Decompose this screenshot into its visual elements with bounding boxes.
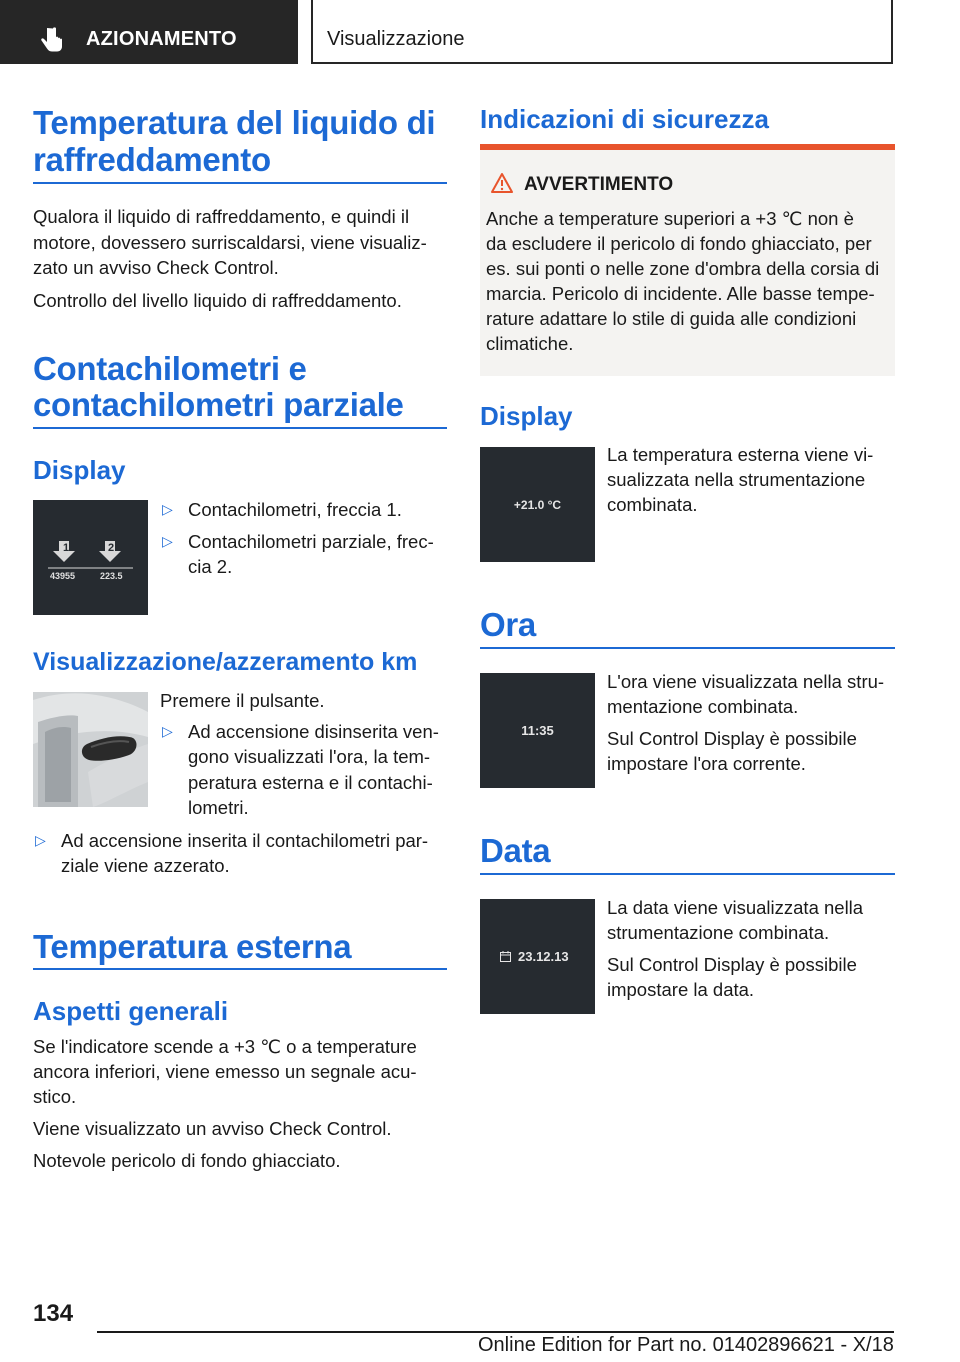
time-value: 11:35: [521, 723, 554, 738]
odometer-title-line1: Contachilometri e: [33, 350, 307, 387]
coolant-paragraph-line: motore, dovessero surriscaldarsi, viene visualiz-: [33, 232, 427, 253]
date-value: 23.12.13: [518, 949, 569, 964]
hand-pointer-icon: [38, 26, 66, 54]
title-rule: [480, 647, 895, 649]
coolant-check-paragraph: Controllo del livello liquido di raffreddamento.: [33, 290, 402, 311]
general-paragraph: Notevole pericolo di fondo ghiacciato.: [33, 1150, 341, 1171]
arrow-label-1: 1: [63, 542, 70, 554]
odometer-title-line2: contachilometri parziale: [33, 386, 404, 423]
odometer-item: Contachilometri, freccia 1.: [188, 499, 402, 520]
temperature-text-line: La temperatura esterna viene vi-: [607, 444, 874, 465]
title-rule: [33, 182, 447, 184]
reset-item-line: Ad accensione disinserita ven-: [188, 721, 439, 742]
bullet-triangle-icon: ▷: [35, 832, 46, 848]
temperature-value: +21.0 °C: [513, 498, 562, 512]
warning-box: [480, 144, 895, 376]
date-text-line: Sul Control Display è possibile: [607, 954, 857, 975]
reset-heading: Visualizzazione/azzeramento km: [33, 648, 418, 676]
reset-button-image: [33, 692, 148, 807]
warning-triangle-icon: [490, 172, 514, 194]
warning-title: AVVERTIMENTO: [524, 174, 674, 195]
reset-item-line: Ad accensione inserita il contachilometri par-: [61, 830, 429, 851]
general-paragraph-line: ancora inferiori, viene emesso un segnale acu-: [33, 1061, 417, 1082]
time-title: Ora: [480, 606, 536, 643]
chapter-label: Visualizzazione: [327, 28, 465, 50]
time-text-line: Sul Control Display è possibile: [607, 728, 857, 749]
time-text-line: L'ora viene visualizzata nella stru-: [607, 671, 885, 692]
section-tab: [0, 0, 298, 64]
edition-text: Online Edition for Part no. 01402896621 - X/18: [478, 1334, 894, 1356]
title-rule: [480, 873, 895, 875]
date-display-image: [480, 899, 595, 1014]
reset-item-line: lometri.: [188, 797, 249, 818]
page-number: 134: [33, 1300, 74, 1327]
odometer-display-image: [33, 500, 148, 615]
date-title: Data: [480, 832, 551, 869]
reset-item-line: peratura esterna e il contachi-: [188, 772, 433, 793]
bullet-triangle-icon: ▷: [162, 533, 173, 549]
press-button-text: Premere il pulsante.: [160, 690, 325, 711]
arrow-label-2: 2: [108, 542, 115, 554]
time-text-line: mentazione combinata.: [607, 696, 799, 717]
section-label: AZIONAMENTO: [86, 28, 237, 50]
safety-heading: Indicazioni di sicurezza: [480, 104, 769, 134]
temperature-display-image: [480, 447, 595, 562]
chapter-box: [311, 0, 893, 64]
title-rule: [33, 968, 447, 970]
general-paragraph-line: stico.: [33, 1086, 77, 1107]
warning-line: marcia. Pericolo di incidente. Alle basse tempe-: [486, 283, 875, 304]
general-paragraph-line: Se l'indicatore scende a +3 ℃ o a temperature: [33, 1036, 417, 1057]
coolant-title-line1: Temperatura del liquido di: [33, 104, 436, 141]
reset-item-line: ziale viene azzerato.: [61, 855, 230, 876]
reset-button-icon: [33, 692, 148, 807]
temperature-text-line: combinata.: [607, 494, 698, 515]
date-text-line: strumentazione combinata.: [607, 922, 830, 943]
bullet-triangle-icon: ▷: [162, 501, 173, 517]
date-text-line: La data viene visualizzata nella: [607, 897, 864, 918]
reset-item-line: gono visualizzati l'ora, la tem-: [188, 746, 431, 767]
display-heading: Display: [33, 455, 126, 485]
temperature-text-line: sualizzata nella strumentazione: [607, 469, 866, 490]
time-text-line: impostare l'ora corrente.: [607, 753, 806, 774]
general-heading: Aspetti generali: [33, 996, 229, 1026]
coolant-title-line2: raffreddamento: [33, 141, 271, 178]
calendar-icon: [500, 951, 511, 962]
display-heading: Display: [480, 401, 573, 431]
warning-line: da escludere il pericolo di fondo ghiacciato, per: [486, 233, 872, 254]
general-paragraph: Viene visualizzato un avviso Check Control.: [33, 1118, 392, 1139]
warning-bar: [480, 144, 895, 150]
coolant-paragraph-line: zato un avviso Check Control.: [33, 257, 279, 278]
warning-line: climatiche.: [486, 333, 574, 354]
warning-line: rature adattare lo stile di guida alle condizioni: [486, 308, 857, 329]
trip-item-line: Contachilometri parziale, frec-: [188, 531, 434, 552]
footer-rule: [97, 1331, 894, 1333]
odometer-arrows-icon: [33, 500, 148, 615]
warning-line: es. sui ponti o nelle zone d'ombra della corsia di: [486, 258, 880, 279]
external-temp-title: Temperatura esterna: [33, 928, 352, 965]
title-rule: [33, 427, 447, 429]
coolant-paragraph-line: Qualora il liquido di raffreddamento, e quindi il: [33, 206, 410, 227]
trip-item-line: cia 2.: [188, 556, 233, 577]
warning-line: Anche a temperature superiori a +3 ℃ non è: [486, 208, 854, 229]
trip-value: 223.5: [100, 571, 123, 581]
bullet-triangle-icon: ▷: [162, 723, 173, 739]
time-display-image: [480, 673, 595, 788]
odometer-value: 43955: [50, 571, 76, 581]
date-text-line: impostare la data.: [607, 979, 755, 1000]
